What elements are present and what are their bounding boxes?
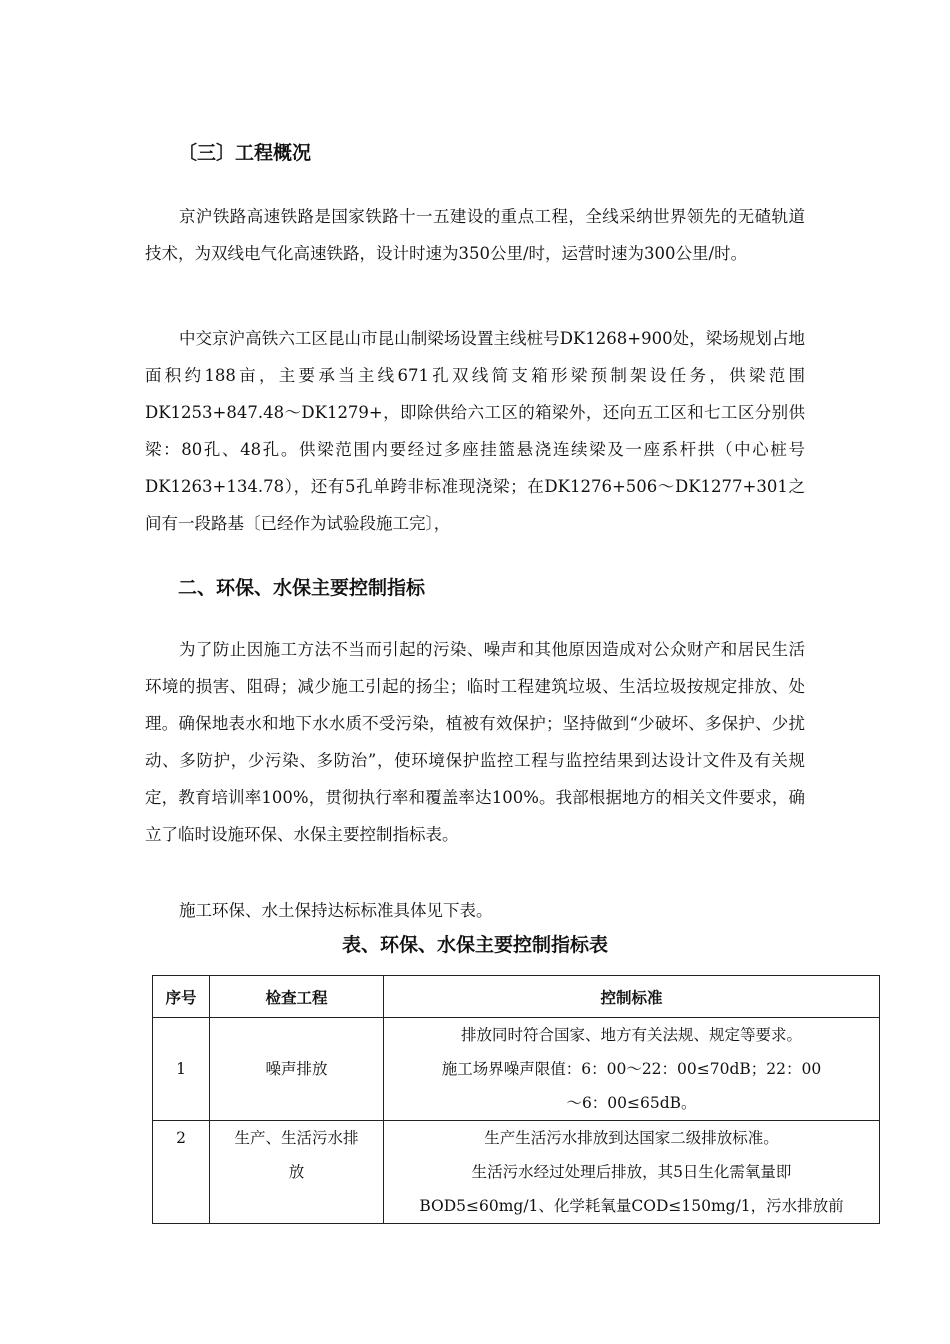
paragraph-beam-yard: 中交京沪高铁六工区昆山市昆山制梁场设置主线桩号DK1268+900处，梁场规划占地面积约188亩，主要承当主线671孔双线简支箱形梁预制架设任务，供梁范围DK1253+847.48～DK1279+，即除供给六工区的箱梁外，还向五工区和七工区分别供梁：80孔、48孔。供梁范围内要经过多座挂篮悬浇连续梁及一座系杆拱（中心桩号DK1263+134.78），还有5孔单跨非标准现浇梁；在DK1276+506～DK1277+301之间有一段路基〔已经作为试验段施工完〕， (145, 329, 805, 533)
row-control-standard: 生产生活污水排放到达国家二级排放标准。 生活污水经过处理后排放，其5日生化需氧量即 BOD5≤60mg/1、化学耗氧量COD≤150mg/1，污水排放前 (384, 1121, 880, 1224)
paragraph-table-intro: 施工环保、水土保持达标标准具体见下表。 (179, 901, 493, 920)
paragraph-railway-intro: 京沪铁路高速铁路是国家铁路十一五建设的重点工程，全线采纳世界领先的无碴轨道技术，为双线电气化高速铁路，设计时速为350公里/时，运营时速为300公里/时。 (145, 207, 805, 263)
header-number: 序号 (153, 976, 210, 1018)
table-header-row (153, 976, 880, 1018)
row-number: 1 (153, 1018, 210, 1121)
row-check-item: 噪声排放 (210, 1018, 384, 1121)
header-check-item: 检查工程 (210, 976, 384, 1018)
row-number: 2 (153, 1121, 210, 1224)
table-title: 表、环保、水保主要控制指标表 (341, 934, 608, 956)
table-row (153, 1121, 880, 1224)
header-control-standard: 控制标准 (384, 976, 880, 1018)
paragraph-env-goals: 为了防止因施工方法不当而引起的污染、噪声和其他原因造成对公众财产和居民生活环境的损害、阻碍；减少施工引起的扬尘；临时工程建筑垃圾、生活垃圾按规定排放、处理。确保地表水和地下水水质不受污染，植被有效保护；坚持做到“少破坏、多保护、少扰动、多防护，少污染、多防治”，使环境保护监控工程与监控结果到达设计文件及有关规定，教育培训率100%，贯彻执行率和覆盖率达100%。我部根据地方的相关文件要求，确立了临时设施环保、水保主要控制指标表。 (145, 640, 805, 844)
row-check-item: 生产、生活污水排 放 (210, 1121, 384, 1224)
control-index-table (152, 975, 880, 1224)
section-heading-env-control: 二、环保、水保主要控制指标 (178, 577, 426, 599)
section-heading-project-overview: 〔三〕工程概况 (178, 142, 312, 164)
table-row (153, 1018, 880, 1121)
row-control-standard: 排放同时符合国家、地方有关法规、规定等要求。 施工场界噪声限值：6：00～22：00≤70dB；22：00 ～6：00≤65dB。 (384, 1018, 880, 1121)
